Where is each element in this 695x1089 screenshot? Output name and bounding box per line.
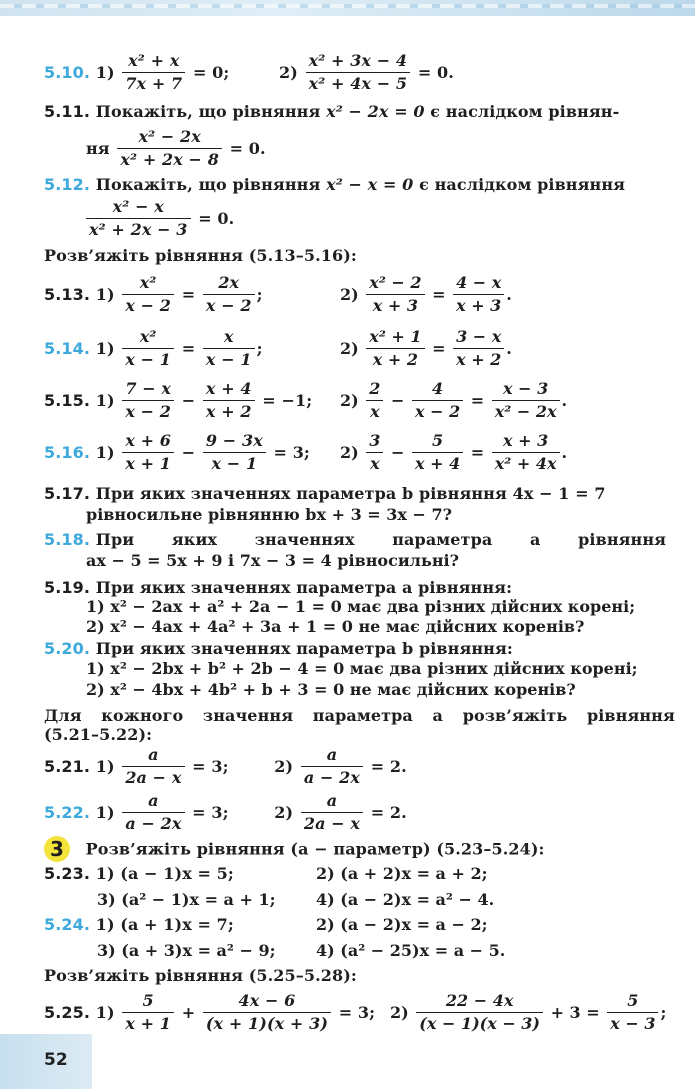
problem-5-17: 5.17. При яких значеннях параметра b рівняння 4x − 1 = 7: [44, 484, 606, 503]
fraction: [366, 378, 383, 423]
denominator: x² − 2x: [494, 402, 557, 421]
problem-5-14-part2: 2) $\frac{\text{x² + 1}}{x + 2}$ = $\frac{3 - x}{x + 2}$ .: [340, 327, 512, 369]
fraction: [607, 990, 658, 1035]
problem-5-10: 5.10. 1) $\frac{\text{x² + x}}{7x + 7}$ = 0; 2) $\frac{\text{x² + 3x − 4}}{\text{x² + 4x − 5}}$ = 0.: [44, 51, 454, 93]
problem-number: 5.21.: [44, 757, 91, 776]
numerator: a: [122, 744, 184, 767]
numerator: 22 − 4x: [416, 990, 543, 1013]
problem-number: 5.13.: [44, 285, 91, 304]
problem-number: 5.16.: [44, 443, 91, 462]
problem-5-12-cont: $\frac{\text{x² − x}}{\text{x² + 2x − 3}}$ = 0.: [84, 196, 234, 241]
problem-number: 5.25.: [44, 1003, 91, 1022]
denominator: x − 3: [610, 1014, 656, 1033]
problem-5-17-cont: рівносильне рівнянню bx + 3 = 3x − 7?: [86, 505, 452, 524]
denominator: x + 3: [372, 296, 418, 315]
denominator: 7x + 7: [125, 74, 183, 93]
numerator: 7 − x: [122, 378, 174, 401]
fraction: [492, 378, 560, 423]
denominator: x − 2: [125, 402, 172, 421]
numerator: x² − x: [86, 196, 191, 219]
numerator: x² + x: [122, 50, 185, 73]
fraction: [86, 196, 191, 241]
top-decor-band: [0, 0, 695, 16]
denominator: x − 2: [125, 296, 172, 315]
section-heading: Для кожного значення параметра a розв’яжіть рівняння: [44, 706, 675, 725]
problem-5-23: 5.23. 1) (a − 1)x = 5;: [44, 864, 234, 883]
problem-5-18-cont: ax − 5 = 5x + 9 і 7x − 3 = 4 рівносильні?: [86, 551, 459, 570]
problem-5-16-part2: 2) $\frac{3}{x}$ − $\frac{5}{x + 4}$ = $\frac{x + 3}{\text{x² + 4x}}$ .: [340, 431, 568, 473]
fraction: [366, 430, 383, 475]
denominator: (x + 1)(x + 3): [205, 1014, 329, 1033]
problem-5-24-item4: 4) (a² − 25)x = a − 5.: [316, 941, 506, 960]
numerator: x + 3: [492, 430, 560, 453]
problem-5-19-item1: 1) x² − 2ax + a² + 2a − 1 = 0 має два різних дійсних корені;: [86, 597, 636, 616]
section-heading-cont: (5.21–5.22):: [44, 725, 153, 744]
problem-5-15: 5.15. 1) $\frac{7 - x}{x - 2}$ − $\frac{x + 4}{x + 2}$ = −1;: [44, 379, 313, 421]
problem-5-23-item4: 4) (a − 2)x = a² − 4.: [316, 890, 495, 909]
fraction: [122, 990, 174, 1035]
denominator: x + 4: [414, 454, 461, 473]
numerator: 3: [366, 430, 383, 453]
denominator: x − 1: [211, 454, 258, 473]
denominator: 2a − x: [303, 814, 361, 833]
fraction: [203, 378, 255, 423]
numerator: x + 6: [122, 430, 174, 453]
problem-5-20-item2: 2) x² − 4bx + 4b² + b + 3 = 0 не має дійсних коренів?: [86, 680, 576, 699]
numerator: 2: [366, 378, 383, 401]
problem-5-12: 5.12. Покажіть, що рівняння x² − x = 0 є наслідком рівняння: [44, 175, 626, 194]
fraction: [453, 272, 504, 317]
numerator: x²: [122, 272, 174, 295]
numerator: 2x: [203, 272, 255, 295]
numerator: 5: [412, 430, 463, 453]
denominator: x: [370, 454, 380, 473]
problem-5-23-item2: 2) (a + 2)x = a + 2;: [316, 864, 488, 883]
problem-5-13: 5.13. 1) $\frac{\text{x²}}{x - 2}$ = $\frac{2x}{x - 2}$ ;: [44, 273, 263, 315]
problem-number: 5.18.: [44, 530, 91, 549]
denominator: x² + 2x − 3: [89, 220, 188, 239]
problem-number: 5.15.: [44, 391, 91, 410]
denominator: x² + 4x: [494, 454, 557, 473]
denominator: a − 2x: [303, 768, 361, 787]
problem-5-22: 5.22. 1) $\frac{a}{a - 2x}$ = 3; 2) $\frac{a}{2a - x}$ = 2.: [44, 791, 407, 833]
problem-number: 5.17.: [44, 484, 91, 503]
equation: x² − 2x = 0: [326, 102, 425, 121]
problem-5-11-cont: ня $\frac{\text{x² − 2x}}{\text{x² + 2x − 8}}$ = 0.: [86, 127, 266, 169]
numerator: 9 − 3x: [203, 430, 266, 453]
level-badge: 3: [44, 836, 70, 862]
numerator: x² − 2x: [117, 126, 222, 149]
page-number: 52: [44, 1050, 68, 1070]
problem-5-25: 5.25. 1) $\frac{5}{x + 1}$ + $\frac{4x - 6}{(x + 1)(x + 3)}$ = 3;: [44, 991, 376, 1033]
fraction: [122, 430, 174, 475]
denominator: x − 1: [125, 350, 172, 369]
problem-5-20-item1: 1) x² − 2bx + b² + 2b − 4 = 0 має два різних дійсних корені;: [86, 659, 638, 678]
problem-5-11: 5.11. Покажіть, що рівняння x² − 2x = 0 є наслідком рівнян-: [44, 102, 620, 121]
fraction: [203, 272, 255, 317]
denominator: x + 2: [205, 402, 252, 421]
numerator: x² + 1: [366, 326, 424, 349]
denominator: x + 2: [372, 350, 418, 369]
denominator: x: [370, 402, 380, 421]
fraction: [306, 50, 411, 95]
fraction: [366, 326, 424, 371]
fraction: [203, 326, 255, 371]
level-3-heading: 3 Розв’яжіть рівняння (a − параметр) (5.23–5.24):: [44, 836, 545, 862]
problem-5-24-item2: 2) (a − 2)x = a − 2;: [316, 915, 488, 934]
problem-number: 5.20.: [44, 639, 91, 658]
numerator: x² + 3x − 4: [306, 50, 411, 73]
fraction: [366, 272, 424, 317]
numerator: x − 3: [492, 378, 560, 401]
numerator: 3 − x: [453, 326, 504, 349]
denominator: x − 2: [205, 296, 252, 315]
fraction: [301, 744, 363, 789]
problem-5-19: 5.19. При яких значеннях параметра a рівняння:: [44, 578, 513, 597]
fraction: [122, 50, 185, 95]
denominator: x − 1: [205, 350, 252, 369]
problem-number: 5.19.: [44, 578, 91, 597]
numerator: a: [301, 790, 363, 813]
problem-number: 5.23.: [44, 864, 91, 883]
fraction: [122, 272, 174, 317]
problem-5-25-part2: 2) $\frac{22 - 4x}{(x - 1)(x - 3)}$ + 3 = $\frac{5}{x - 3}$ ;: [390, 991, 667, 1033]
problem-number: 5.12.: [44, 175, 91, 194]
denominator: 2a − x: [125, 768, 182, 787]
problem-5-24-item3: 3) (a + 3)x = a² − 9;: [97, 941, 276, 960]
fraction: [416, 990, 543, 1035]
fraction: [492, 430, 560, 475]
problem-5-24: 5.24. 1) (a + 1)x = 7;: [44, 915, 234, 934]
fraction: [122, 378, 174, 423]
fraction: [117, 126, 222, 171]
denominator: x + 3: [456, 296, 502, 315]
denominator: x + 1: [125, 454, 172, 473]
fraction: [122, 744, 184, 789]
numerator: 4x − 6: [203, 990, 331, 1013]
problem-number: 5.11.: [44, 102, 91, 121]
problem-5-16: 5.16. 1) $\frac{x + 6}{x + 1}$ − $\frac{9 - 3x}{x - 1}$ = 3;: [44, 431, 310, 473]
problem-5-21: 5.21. 1) $\frac{a}{2a - x}$ = 3; 2) $\frac{a}{a - 2x}$ = 2.: [44, 745, 407, 787]
equation: x² − x = 0: [326, 175, 414, 194]
fraction: [412, 430, 463, 475]
denominator: x + 2: [456, 350, 502, 369]
fraction: [453, 326, 504, 371]
problem-number: 5.14.: [44, 339, 91, 358]
numerator: 5: [607, 990, 658, 1013]
fraction: [301, 790, 363, 835]
denominator: x − 2: [414, 402, 461, 421]
numerator: x: [203, 326, 255, 349]
problem-5-15-part2: 2) $\frac{2}{x}$ − $\frac{4}{x - 2}$ = $\frac{x - 3}{\text{x² − 2x}}$ .: [340, 379, 568, 421]
fraction: [122, 326, 174, 371]
problem-5-18: 5.18. При яких значеннях параметра a рівняння: [44, 530, 667, 549]
numerator: a: [122, 790, 184, 813]
numerator: 5: [122, 990, 174, 1013]
problem-5-19-item2: 2) x² − 4ax + 4a² + 3a + 1 = 0 не має дійсних коренів?: [86, 617, 585, 636]
problem-number: 5.10.: [44, 63, 91, 82]
numerator: x + 4: [203, 378, 255, 401]
denominator: x + 1: [125, 1014, 172, 1033]
section-heading: Розв’яжіть рівняння (5.25–5.28):: [44, 966, 357, 985]
numerator: x² − 2: [366, 272, 424, 295]
denominator: (x − 1)(x − 3): [419, 1014, 540, 1033]
numerator: a: [301, 744, 363, 767]
section-heading: Розв’яжіть рівняння (5.13–5.16):: [44, 246, 357, 265]
numerator: 4 − x: [453, 272, 504, 295]
fraction: [203, 430, 266, 475]
numerator: x²: [122, 326, 174, 349]
fraction: [412, 378, 463, 423]
denominator: a − 2x: [125, 814, 182, 833]
problem-number: 5.24.: [44, 915, 91, 934]
fraction: [203, 990, 331, 1035]
denominator: x² + 4x − 5: [308, 74, 408, 93]
problem-5-23-item3: 3) (a² − 1)x = a + 1;: [97, 890, 276, 909]
problem-5-20: 5.20. При яких значеннях параметра b рівняння:: [44, 639, 513, 658]
denominator: x² + 2x − 8: [120, 150, 219, 169]
problem-number: 5.22.: [44, 803, 91, 822]
problem-5-14: 5.14. 1) $\frac{\text{x²}}{x - 1}$ = $\frac{x}{x - 1}$ ;: [44, 327, 263, 369]
numerator: 4: [412, 378, 463, 401]
fraction: [122, 790, 184, 835]
problem-5-13-part2: 2) $\frac{\text{x² − 2}}{x + 3}$ = $\frac{4 - x}{x + 3}$ .: [340, 273, 512, 315]
